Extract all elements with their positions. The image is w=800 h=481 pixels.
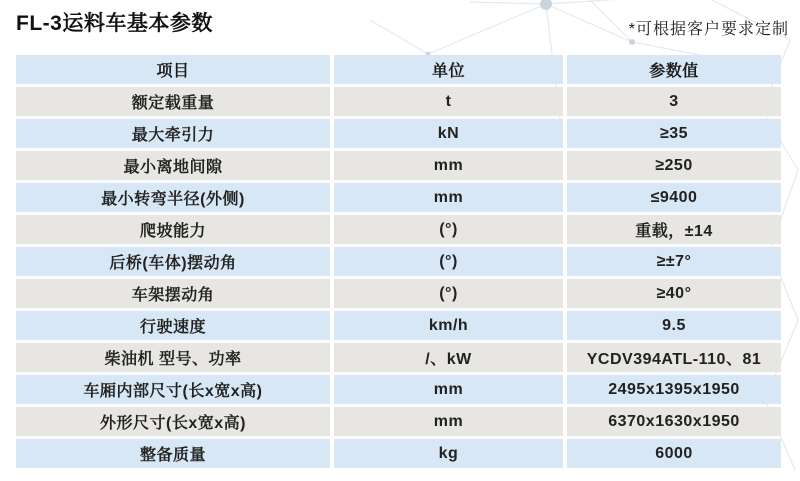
cell-unit: mm xyxy=(334,151,563,180)
cell-item: 整备质量 xyxy=(16,439,330,468)
cell-item: 车厢内部尺寸(长x宽x高) xyxy=(16,375,330,404)
cell-value: 6000 xyxy=(567,439,781,468)
cell-unit: (°) xyxy=(334,247,563,276)
cell-value: 9.5 xyxy=(567,311,781,340)
header-cell-value: 参数值 xyxy=(567,55,781,84)
cell-unit: /、kW xyxy=(334,343,563,372)
cell-unit: mm xyxy=(334,375,563,404)
cell-item: 最小转弯半径(外侧) xyxy=(16,183,330,212)
cell-unit: mm xyxy=(334,183,563,212)
cell-value: ≥±7° xyxy=(567,247,781,276)
cell-unit: mm xyxy=(334,407,563,436)
header-cell-unit: 单位 xyxy=(334,55,563,84)
cell-value: ≥250 xyxy=(567,151,781,180)
cell-unit: kg xyxy=(334,439,563,468)
page-title: FL-3运料车基本参数 xyxy=(16,12,213,35)
cell-value: 3 xyxy=(567,87,781,116)
cell-item: 最大牵引力 xyxy=(16,119,330,148)
cell-item: 行驶速度 xyxy=(16,311,330,340)
spec-table xyxy=(16,55,781,468)
cell-item: 外形尺寸(长x宽x高) xyxy=(16,407,330,436)
cell-unit: (°) xyxy=(334,279,563,308)
cell-item: 车架摆动角 xyxy=(16,279,330,308)
cell-unit: kN xyxy=(334,119,563,148)
customization-note: *可根据客户要求定制 xyxy=(628,21,789,38)
cell-value: 2495x1395x1950 xyxy=(567,375,781,404)
cell-value: 重载，±14 xyxy=(567,215,781,244)
cell-item: 最小离地间隙 xyxy=(16,151,330,180)
cell-value: ≥40° xyxy=(567,279,781,308)
cell-item: 后桥(车体)摆动角 xyxy=(16,247,330,276)
cell-value: 6370x1630x1950 xyxy=(567,407,781,436)
cell-value: ≤9400 xyxy=(567,183,781,212)
cell-item: 额定载重量 xyxy=(16,87,330,116)
cell-item: 爬坡能力 xyxy=(16,215,330,244)
cell-unit: km/h xyxy=(334,311,563,340)
cell-item: 柴油机 型号、功率 xyxy=(16,343,330,372)
cell-unit: (°) xyxy=(334,215,563,244)
cell-value: YCDV394ATL-110、81 xyxy=(567,343,781,372)
header-cell-item: 项目 xyxy=(16,55,330,84)
cell-unit: t xyxy=(334,87,563,116)
cell-value: ≥35 xyxy=(567,119,781,148)
